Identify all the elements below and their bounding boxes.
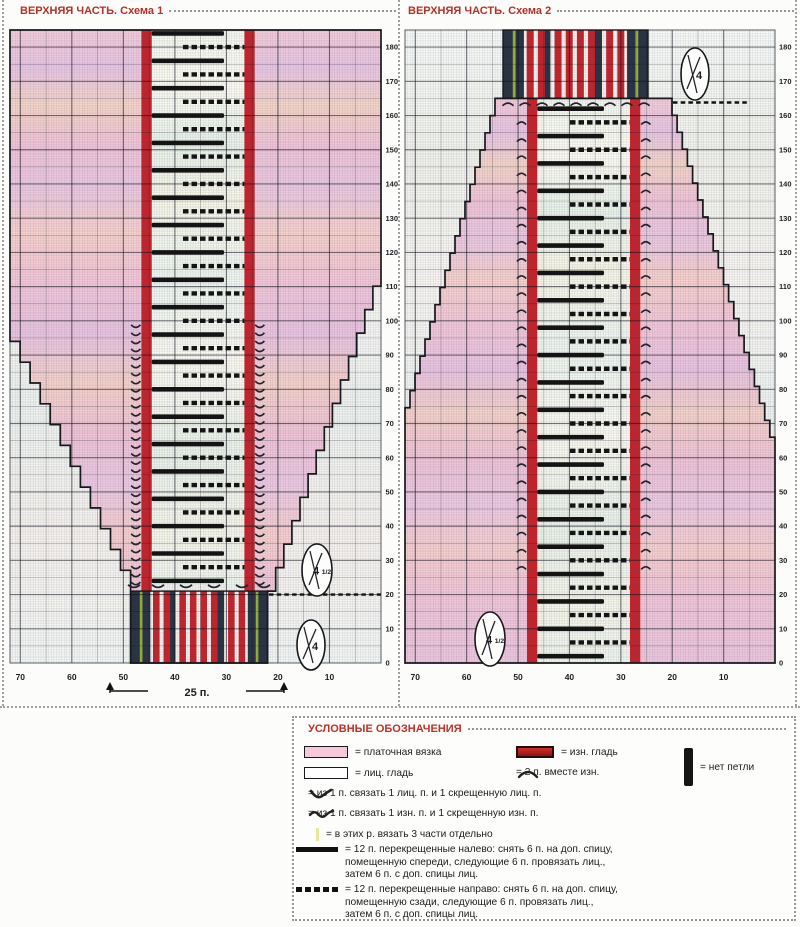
cable-bar-left	[152, 305, 224, 310]
cable-bar-left	[152, 113, 224, 118]
legend-line: помещенную спереди, следующие 6 п. провязать лиц.,	[345, 856, 606, 868]
row-label: 90	[385, 350, 394, 360]
cable-bar-left	[537, 243, 604, 248]
row-label: 20	[779, 590, 788, 600]
stitch-label: 40	[170, 672, 180, 682]
legend-header	[308, 723, 786, 735]
row-label: 60	[385, 453, 394, 463]
row-label: 140	[385, 179, 399, 189]
right-dotted-border	[795, 0, 797, 706]
stitch-label: 20	[667, 672, 677, 682]
legend-item-reverse-stockinette	[516, 746, 618, 758]
needle-size-badge	[475, 612, 505, 666]
cable-bar-left	[152, 195, 224, 200]
row-label: 140	[779, 179, 792, 189]
legend-item-purl2tog	[516, 767, 599, 778]
decrease-icon	[516, 766, 540, 779]
cable-bar-left	[152, 58, 224, 63]
cable-bar-left	[152, 524, 224, 529]
chart2-title: ВЕРХНЯЯ ЧАСТЬ. Схема 2	[408, 5, 552, 17]
cable-bar-left	[537, 353, 604, 358]
row-label: 130	[385, 213, 399, 223]
middle-dotted-border	[398, 0, 400, 706]
row-label: 80	[385, 384, 394, 394]
row-label: 130	[779, 213, 792, 223]
legend-title: УСЛОВНЫЕ ОБОЗНАЧЕНИЯ	[308, 723, 462, 735]
cable-bar-left	[152, 223, 224, 228]
needle-size-badge	[297, 620, 325, 670]
legend-item-separate	[316, 828, 493, 841]
legend-line: = 12 п. перекрещенные налево: снять 6 п. на доп. спицу,	[345, 844, 613, 855]
needle-size-badge	[681, 48, 709, 100]
legend-multiline	[345, 844, 613, 882]
increase-purl-icon	[308, 807, 335, 821]
cable-right-icon	[296, 887, 338, 892]
row-label: 110	[779, 282, 792, 292]
row-label: 120	[779, 248, 792, 258]
row-label: 150	[385, 145, 399, 155]
row-label: 150	[779, 145, 792, 155]
up-arrow-icon	[106, 682, 114, 690]
cable-bar-left	[537, 189, 604, 194]
legend-item-garter	[304, 746, 441, 758]
row-label: 20	[385, 590, 394, 600]
row-label: 40	[385, 521, 394, 531]
legend-line: = 12 п. перекрещенные направо: снять 6 п. на доп. спицу,	[345, 884, 618, 895]
row-label: 170	[385, 76, 399, 86]
needle-size-frac: 1/2	[494, 638, 505, 645]
cable-bar-left	[152, 469, 224, 474]
cable-bar-left	[152, 86, 224, 91]
cable-bar-left	[537, 462, 604, 467]
no-stitch-icon	[684, 748, 693, 786]
stitch-label: 30	[616, 672, 626, 682]
legend-line: помещенную сзади, следующие 6 п. провязать лиц.,	[345, 896, 594, 908]
cable-bar-left	[152, 277, 224, 282]
legend-label: = платочная вязка	[355, 746, 442, 758]
legend-box	[292, 716, 796, 921]
legend-line: затем 6 п. с доп. спицы лиц.	[345, 869, 479, 880]
chart1-canvas	[0, 25, 400, 705]
legend-label: = нет петли	[700, 761, 755, 773]
legend-item-no-stitch	[684, 748, 754, 786]
cable-bar-left	[537, 654, 604, 659]
cable-bar-left	[537, 161, 604, 166]
chart2-canvas	[400, 25, 800, 705]
cable-bar-left	[537, 435, 604, 440]
cable-bar-left	[537, 599, 604, 604]
legend-item-stockinette	[304, 767, 413, 779]
cable-bar-left	[537, 517, 604, 522]
needle-size-label: 4	[312, 565, 320, 578]
row-label: 110	[385, 282, 398, 292]
row-label: 50	[779, 487, 788, 497]
cable-bar-left	[537, 572, 604, 577]
row-label: 40	[779, 521, 788, 531]
stitch-label: 50	[513, 672, 523, 682]
stitch-count-label: 25 п.	[184, 687, 210, 699]
dotted-rule	[557, 10, 794, 12]
dotted-rule	[468, 728, 786, 730]
cable-left-icon	[296, 847, 338, 852]
chart1-header	[20, 2, 396, 20]
needle-size-badge	[302, 544, 332, 596]
row-label: 10	[385, 624, 394, 634]
row-label: 30	[779, 555, 788, 565]
up-arrow-icon	[280, 682, 288, 690]
cable-bar-left	[152, 168, 224, 173]
cable-bar-left	[152, 414, 224, 419]
cable-bar-left	[537, 216, 604, 221]
needle-size-label: 4	[485, 634, 493, 647]
row-label: 70	[779, 419, 788, 429]
cable-bar-left	[152, 442, 224, 447]
left-dotted-border	[2, 0, 4, 706]
row-label: 100	[385, 316, 399, 326]
cable-bar-left	[537, 134, 604, 139]
cable-bar-left	[152, 332, 224, 337]
pink-swatch-icon	[304, 746, 348, 758]
cable-bar-left	[537, 544, 604, 549]
row-label: 80	[779, 384, 788, 394]
cable-bar-left	[537, 106, 604, 111]
legend-line: затем 6 п. с доп. спицы лиц.	[345, 909, 479, 920]
cable-bar-left	[152, 496, 224, 501]
chart1-title: ВЕРХНЯЯ ЧАСТЬ. Схема 1	[20, 5, 164, 17]
cable-bar-left	[537, 325, 604, 330]
cable-bar-left	[537, 271, 604, 276]
row-label: 120	[385, 248, 399, 258]
cable-bar-left	[152, 250, 224, 255]
cable-bar-left	[152, 579, 224, 584]
row-label: 160	[779, 111, 792, 121]
cable-bar-left	[537, 626, 604, 631]
row-label: 100	[779, 316, 792, 326]
row-label: 180	[385, 42, 399, 52]
row-label: 170	[779, 76, 792, 86]
dotted-rule	[169, 10, 396, 12]
row-label: 50	[385, 487, 394, 497]
row-label: 160	[385, 111, 399, 121]
cable-bar-left	[152, 387, 224, 392]
row-label: 90	[779, 350, 788, 360]
stitch-label: 10	[718, 672, 729, 682]
purl-swatch-icon	[516, 746, 554, 758]
bottom-dotted-rule	[0, 706, 800, 708]
needle-size-label: 4	[311, 641, 319, 653]
separate-parts-icon	[316, 828, 319, 841]
row-label: 30	[385, 555, 394, 565]
cable-bar-left	[152, 31, 224, 36]
row-label: 70	[385, 419, 394, 429]
legend-label: = 2 п. вместе изн.	[516, 767, 600, 778]
legend-label: = из 1 п. связать 1 изн. п. и 1 скрещенную изн. п.	[308, 808, 539, 819]
needle-size-frac: 1/2	[321, 569, 332, 576]
needle-size-label: 4	[695, 70, 703, 82]
stitch-label: 10	[324, 672, 335, 682]
stitch-label: 60	[67, 672, 77, 682]
cable-bar-left	[537, 298, 604, 303]
stitch-label: 20	[273, 672, 283, 682]
legend-item-inc-purl	[308, 808, 538, 819]
cable-bar-left	[152, 141, 224, 146]
stitch-label: 60	[461, 672, 472, 682]
row-label: 0	[779, 658, 784, 668]
increase-knit-icon	[308, 787, 334, 801]
chart2-header	[408, 2, 794, 20]
row-label: 10	[779, 624, 788, 634]
legend-item-cable-right	[296, 884, 618, 922]
stitch-label: 70	[410, 672, 421, 682]
legend-multiline	[345, 884, 618, 922]
stitch-count-annotation	[106, 682, 288, 699]
cable-bar-left	[537, 380, 604, 385]
cable-bar-left	[537, 408, 604, 413]
legend-label: = в этих р. вязать 3 части отдельно	[326, 829, 493, 840]
cable-bar-left	[152, 551, 224, 556]
white-swatch-icon	[304, 767, 348, 779]
cable-bar-left	[152, 360, 224, 365]
stitch-label: 50	[118, 672, 129, 682]
cable-bar-left	[537, 490, 604, 495]
fine-grid	[405, 30, 775, 663]
legend-item-cable-left	[296, 844, 613, 882]
stitch-label: 40	[564, 672, 575, 682]
stitch-label: 70	[15, 672, 26, 682]
stitch-label: 30	[221, 672, 232, 682]
legend-label: = лиц. гладь	[355, 767, 414, 779]
row-label: 0	[385, 658, 390, 668]
legend-item-inc-knit	[308, 788, 541, 799]
legend-label: = изн. гладь	[561, 746, 618, 758]
row-label: 180	[779, 42, 792, 52]
row-label: 60	[779, 453, 788, 463]
legend-label: = из 1 п. связать 1 лиц. п. и 1 скрещенную лиц. п.	[308, 788, 542, 799]
